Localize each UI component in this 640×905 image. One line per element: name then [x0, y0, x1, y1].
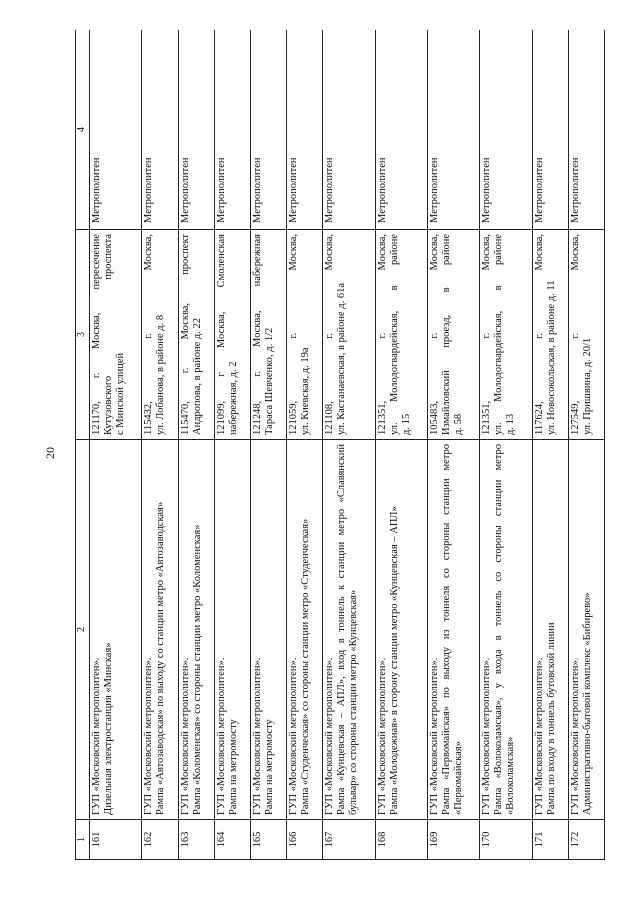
table-row — [250, 30, 286, 860]
address-line: 121351, г. Москва, — [376, 234, 388, 435]
facility-cell — [375, 440, 427, 820]
address-cell — [568, 230, 604, 440]
organization-name: ГУП «Московский метрополитен». — [251, 657, 263, 815]
organization-name: ГУП «Московский метрополитен». — [91, 657, 102, 815]
row-number: 171 — [532, 820, 568, 860]
header-col-1: 1 — [76, 820, 90, 860]
address-line: Кутузовского проспекта — [103, 234, 114, 435]
address-line: ул. Новосокольская, в районе д. 11 — [545, 280, 557, 435]
table-row — [90, 30, 142, 860]
facility-description: Рампа «Волоколамская», у входа в тоннель со стороны станции метро «Волоколамская» — [493, 444, 517, 815]
address-line: 127549, г. Москва, — [569, 234, 581, 435]
row-number: 172 — [568, 820, 604, 860]
table-row — [375, 30, 427, 860]
address-line: 121099, г Москва, Смоленская — [215, 234, 227, 435]
address-line: набережная, д. 2 — [227, 361, 239, 435]
address-line: 121059, г. Москва, — [288, 234, 300, 435]
facility-description: Рампа по входу в тоннель бутовской линии — [545, 622, 557, 815]
address-cell — [214, 230, 250, 440]
address-line: 117624, г. Москва, — [533, 234, 545, 435]
table-body — [90, 30, 605, 860]
table-row — [178, 30, 214, 860]
address-line: Тараса Шевченко, д. 1/2 — [263, 327, 275, 435]
owner-cell: Метрополитен — [90, 30, 142, 230]
facility-description: Дизельная электростанция «Минская» — [103, 642, 114, 815]
facility-cell — [568, 440, 604, 820]
rotated-content — [75, 30, 605, 860]
facility-description: Рампа на метромосту — [227, 719, 239, 815]
owner-cell: Метрополитен — [375, 30, 427, 230]
address-line: Андропова, в районе д. 22 — [191, 317, 203, 435]
table-row — [323, 30, 375, 860]
facility-cell — [287, 440, 323, 820]
address-line: 121248, г. Москва, набережная — [251, 234, 263, 435]
address-cell — [287, 230, 323, 440]
owner-cell: Метрополитен — [178, 30, 214, 230]
row-number: 164 — [214, 820, 250, 860]
row-number: 166 — [287, 820, 323, 860]
address-line: д. 15 — [400, 413, 412, 435]
address-cell — [480, 230, 532, 440]
organization-name: ГУП «Московский метрополитен». — [215, 657, 227, 815]
row-number: 167 — [323, 820, 375, 860]
address-line: 115432, г. Москва, — [143, 234, 155, 435]
row-number: 165 — [250, 820, 286, 860]
address-cell — [250, 230, 286, 440]
facility-description: Рампа «Молодежная» в сторону станции метро «Кунцевская – АПЛ» — [388, 506, 400, 815]
header-row — [76, 30, 90, 860]
table-row — [568, 30, 604, 860]
address-line: Измайловский проезд, в районе — [440, 234, 452, 435]
organization-name: ГУП «Московский метрополитен». — [179, 657, 191, 815]
address-line: 105483, г. Москва, — [428, 234, 440, 435]
organization-name: ГУП «Московский метрополитен». — [533, 657, 545, 815]
facility-cell — [427, 440, 479, 820]
address-cell — [178, 230, 214, 440]
facility-description: Рампа «Студенческая» со стороны станции метро «Студенческая» — [300, 518, 312, 815]
header-col-2: 2 — [76, 440, 90, 820]
organization-name: ГУП «Московский метрополитен». — [428, 657, 440, 815]
address-line: ул. Лобанова, в районе д. 8 — [155, 314, 167, 435]
table-row — [214, 30, 250, 860]
facility-cell — [532, 440, 568, 820]
table-row — [532, 30, 568, 860]
owner-cell: Метрополитен — [287, 30, 323, 230]
document-sheet — [75, 30, 605, 860]
row-number: 170 — [480, 820, 532, 860]
header-col-4: 4 — [76, 30, 90, 230]
facility-cell — [214, 440, 250, 820]
owner-cell: Метрополитен — [323, 30, 375, 230]
table-row — [287, 30, 323, 860]
facility-cell — [142, 440, 178, 820]
address-line: 121351, г. Москва, — [481, 234, 493, 435]
address-line: ул. Кастанаевская, в районе д. 61а — [336, 282, 348, 435]
table-row — [142, 30, 178, 860]
organization-name: ГУП «Московский метрополитен». — [481, 657, 493, 815]
owner-cell: Метрополитен — [480, 30, 532, 230]
facilities-table — [75, 30, 605, 860]
organization-name: ГУП «Московский метрополитен». — [288, 657, 300, 815]
address-line: д. 13 — [505, 413, 517, 435]
row-number: 168 — [375, 820, 427, 860]
facility-description: Административно-бытовой комплекс «Бибирево» — [581, 592, 593, 815]
facility-cell — [178, 440, 214, 820]
address-line: с Минской улицей — [115, 352, 126, 435]
address-cell — [375, 230, 427, 440]
address-line: 121108, г. Москва, — [324, 234, 336, 435]
address-line: 115470, г. Москва, проспект — [179, 234, 191, 435]
row-number: 169 — [427, 820, 479, 860]
header-col-3: 3 — [76, 230, 90, 440]
organization-name: ГУП «Московский метрополитен». — [324, 657, 336, 815]
owner-cell: Метрополитен — [142, 30, 178, 230]
facility-cell — [250, 440, 286, 820]
owner-cell: Метрополитен — [532, 30, 568, 230]
address-line: ул. Пришвина, д. 20/1 — [581, 337, 593, 435]
facility-description: Рампа «Автозаводская» по выходу со станции метро «Автозаводская» — [155, 501, 167, 815]
facility-cell — [480, 440, 532, 820]
row-number: 162 — [142, 820, 178, 860]
address-line: ул. Молодогвардейская, в районе — [493, 234, 505, 435]
address-cell — [532, 230, 568, 440]
address-cell — [90, 230, 142, 440]
organization-name: ГУП «Московский метрополитен». — [143, 657, 155, 815]
facility-description: Рампа на метромосту — [263, 719, 275, 815]
table-row — [427, 30, 479, 860]
address-cell — [323, 230, 375, 440]
facility-description: Рампа «Коломенская» со стороны станции метро «Коломенская» — [191, 524, 203, 815]
facility-description: Рампа «Первомайская» по выходу из тоннеля со стороны станции метро «Первомайская» — [440, 444, 464, 815]
page-number: 20 — [43, 447, 57, 459]
address-cell — [142, 230, 178, 440]
address-line: д. 58 — [452, 413, 464, 435]
row-number: 161 — [90, 820, 142, 860]
organization-name: ГУП «Московский метрополитен». — [376, 657, 388, 815]
facility-description: Рампа «Кунцевская – АПЛ», вход в тоннель к станции метро «Славянский бульвар» со стороны станции метро «Кунцевская» — [336, 444, 360, 815]
address-line: ул. Молодогвардейская, в районе — [388, 234, 400, 435]
facility-cell — [90, 440, 142, 820]
address-cell — [427, 230, 479, 440]
row-number: 163 — [178, 820, 214, 860]
address-line: ул. Киевская, д. 19а — [300, 347, 312, 435]
organization-name: ГУП «Московский метрополитен». — [569, 657, 581, 815]
address-line: 121170, г. Москва, пересечение — [91, 234, 102, 435]
facility-cell — [323, 440, 375, 820]
owner-cell: Метрополитен — [214, 30, 250, 230]
table-row — [480, 30, 532, 860]
owner-cell: Метрополитен — [427, 30, 479, 230]
owner-cell: Метрополитен — [250, 30, 286, 230]
owner-cell: Метрополитен — [568, 30, 604, 230]
